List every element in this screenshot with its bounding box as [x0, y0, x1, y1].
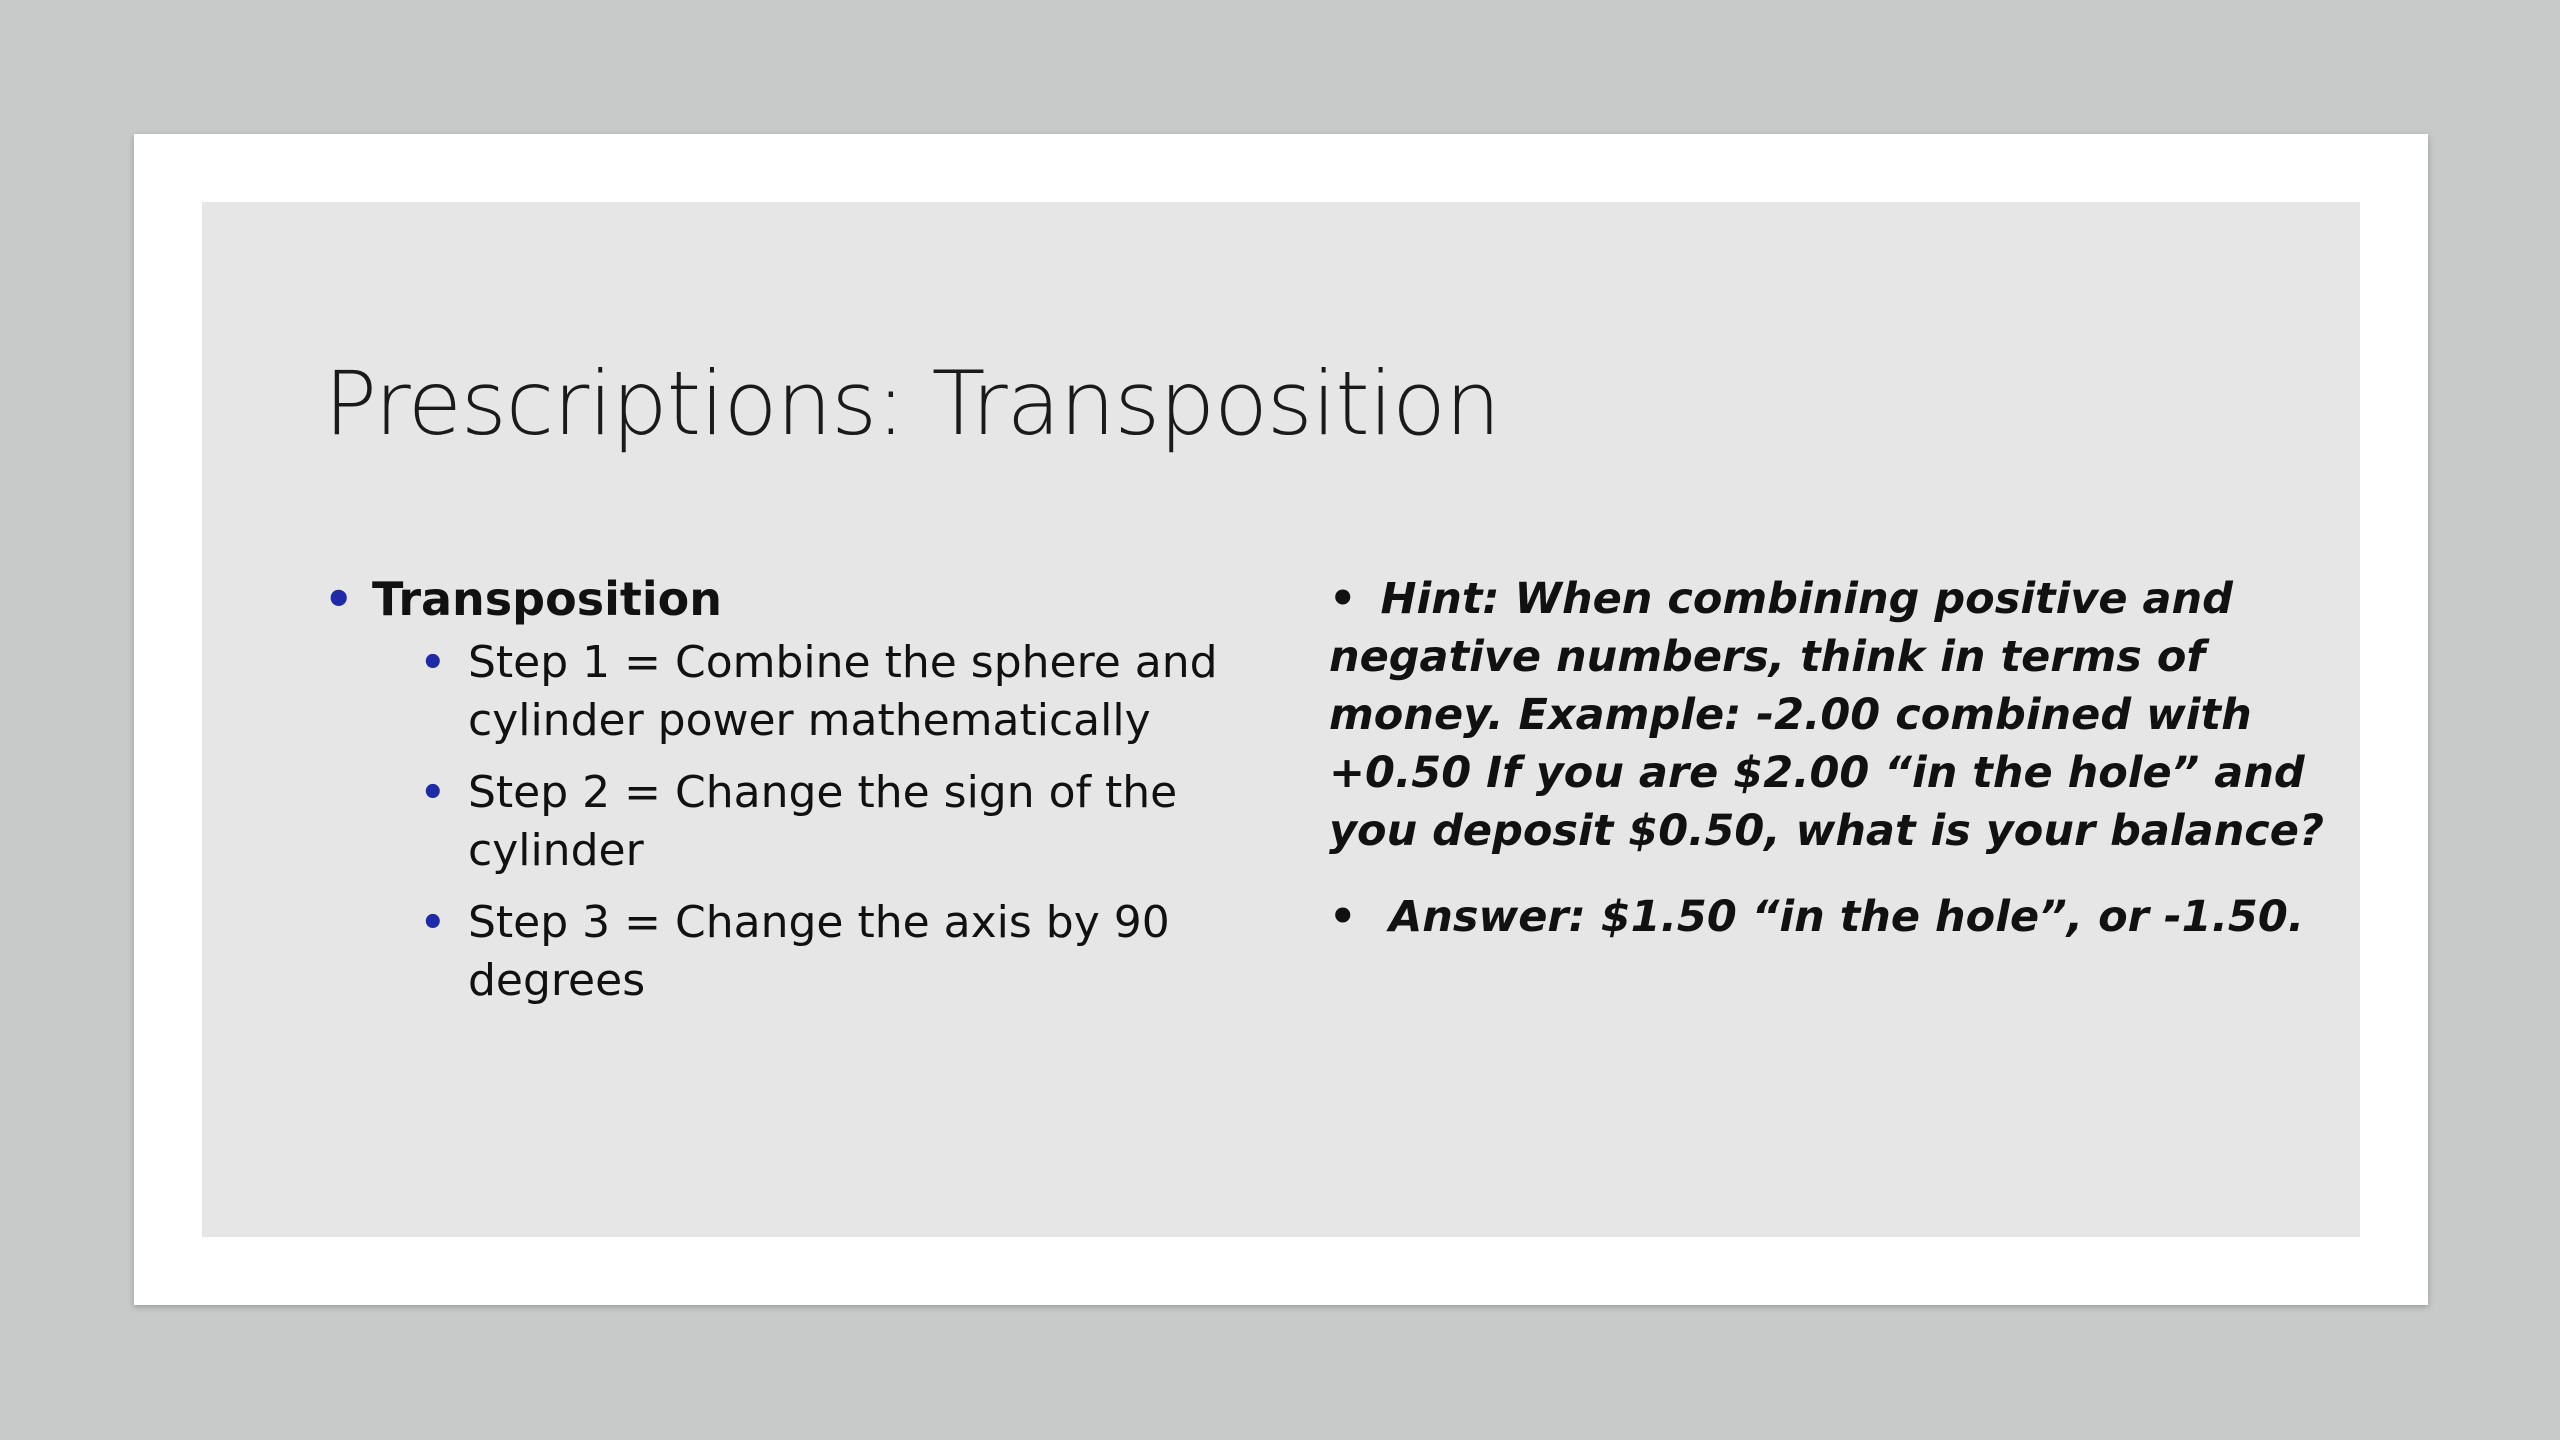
bullet-step-3 — [420, 894, 1224, 1010]
slide-title: Prescriptions: Transposition — [324, 352, 1500, 455]
left-content-column — [324, 570, 1224, 1024]
slide-frame — [134, 134, 2428, 1305]
bullet-step-1 — [420, 634, 1224, 750]
bullet-marker: • — [420, 640, 446, 686]
step-text: Step 2 = Change the sign of the cylinder — [468, 767, 1178, 876]
bullet-marker: • — [324, 572, 354, 626]
bullet-heading: Transposition — [372, 572, 722, 626]
bullet-marker: • — [420, 900, 446, 946]
bullet-marker: • — [420, 770, 446, 816]
hint-paragraph — [1329, 570, 2329, 860]
bullet-step-2 — [420, 764, 1224, 880]
bullet-transposition — [324, 570, 1224, 628]
slide-content-area — [202, 202, 2360, 1237]
step-text: Step 3 = Change the axis by 90 degrees — [468, 897, 1170, 1006]
answer-text: Answer: $1.50 “in the hole”, or -1.50. — [1389, 892, 2305, 942]
hint-text: Hint: When combining positive and negative numbers, think in terms of money. Example: -2.00 combined with +0.50 If you are $2.00 “in the hole” and you deposit $0.50, what is your balance? — [1329, 574, 2324, 856]
step-text: Step 1 = Combine the sphere and cylinder power mathematically — [468, 637, 1218, 746]
bullet-marker: • — [1329, 892, 1357, 942]
right-content-column — [1329, 570, 2329, 946]
answer-paragraph — [1329, 888, 2329, 946]
bullet-marker: • — [1329, 574, 1357, 624]
